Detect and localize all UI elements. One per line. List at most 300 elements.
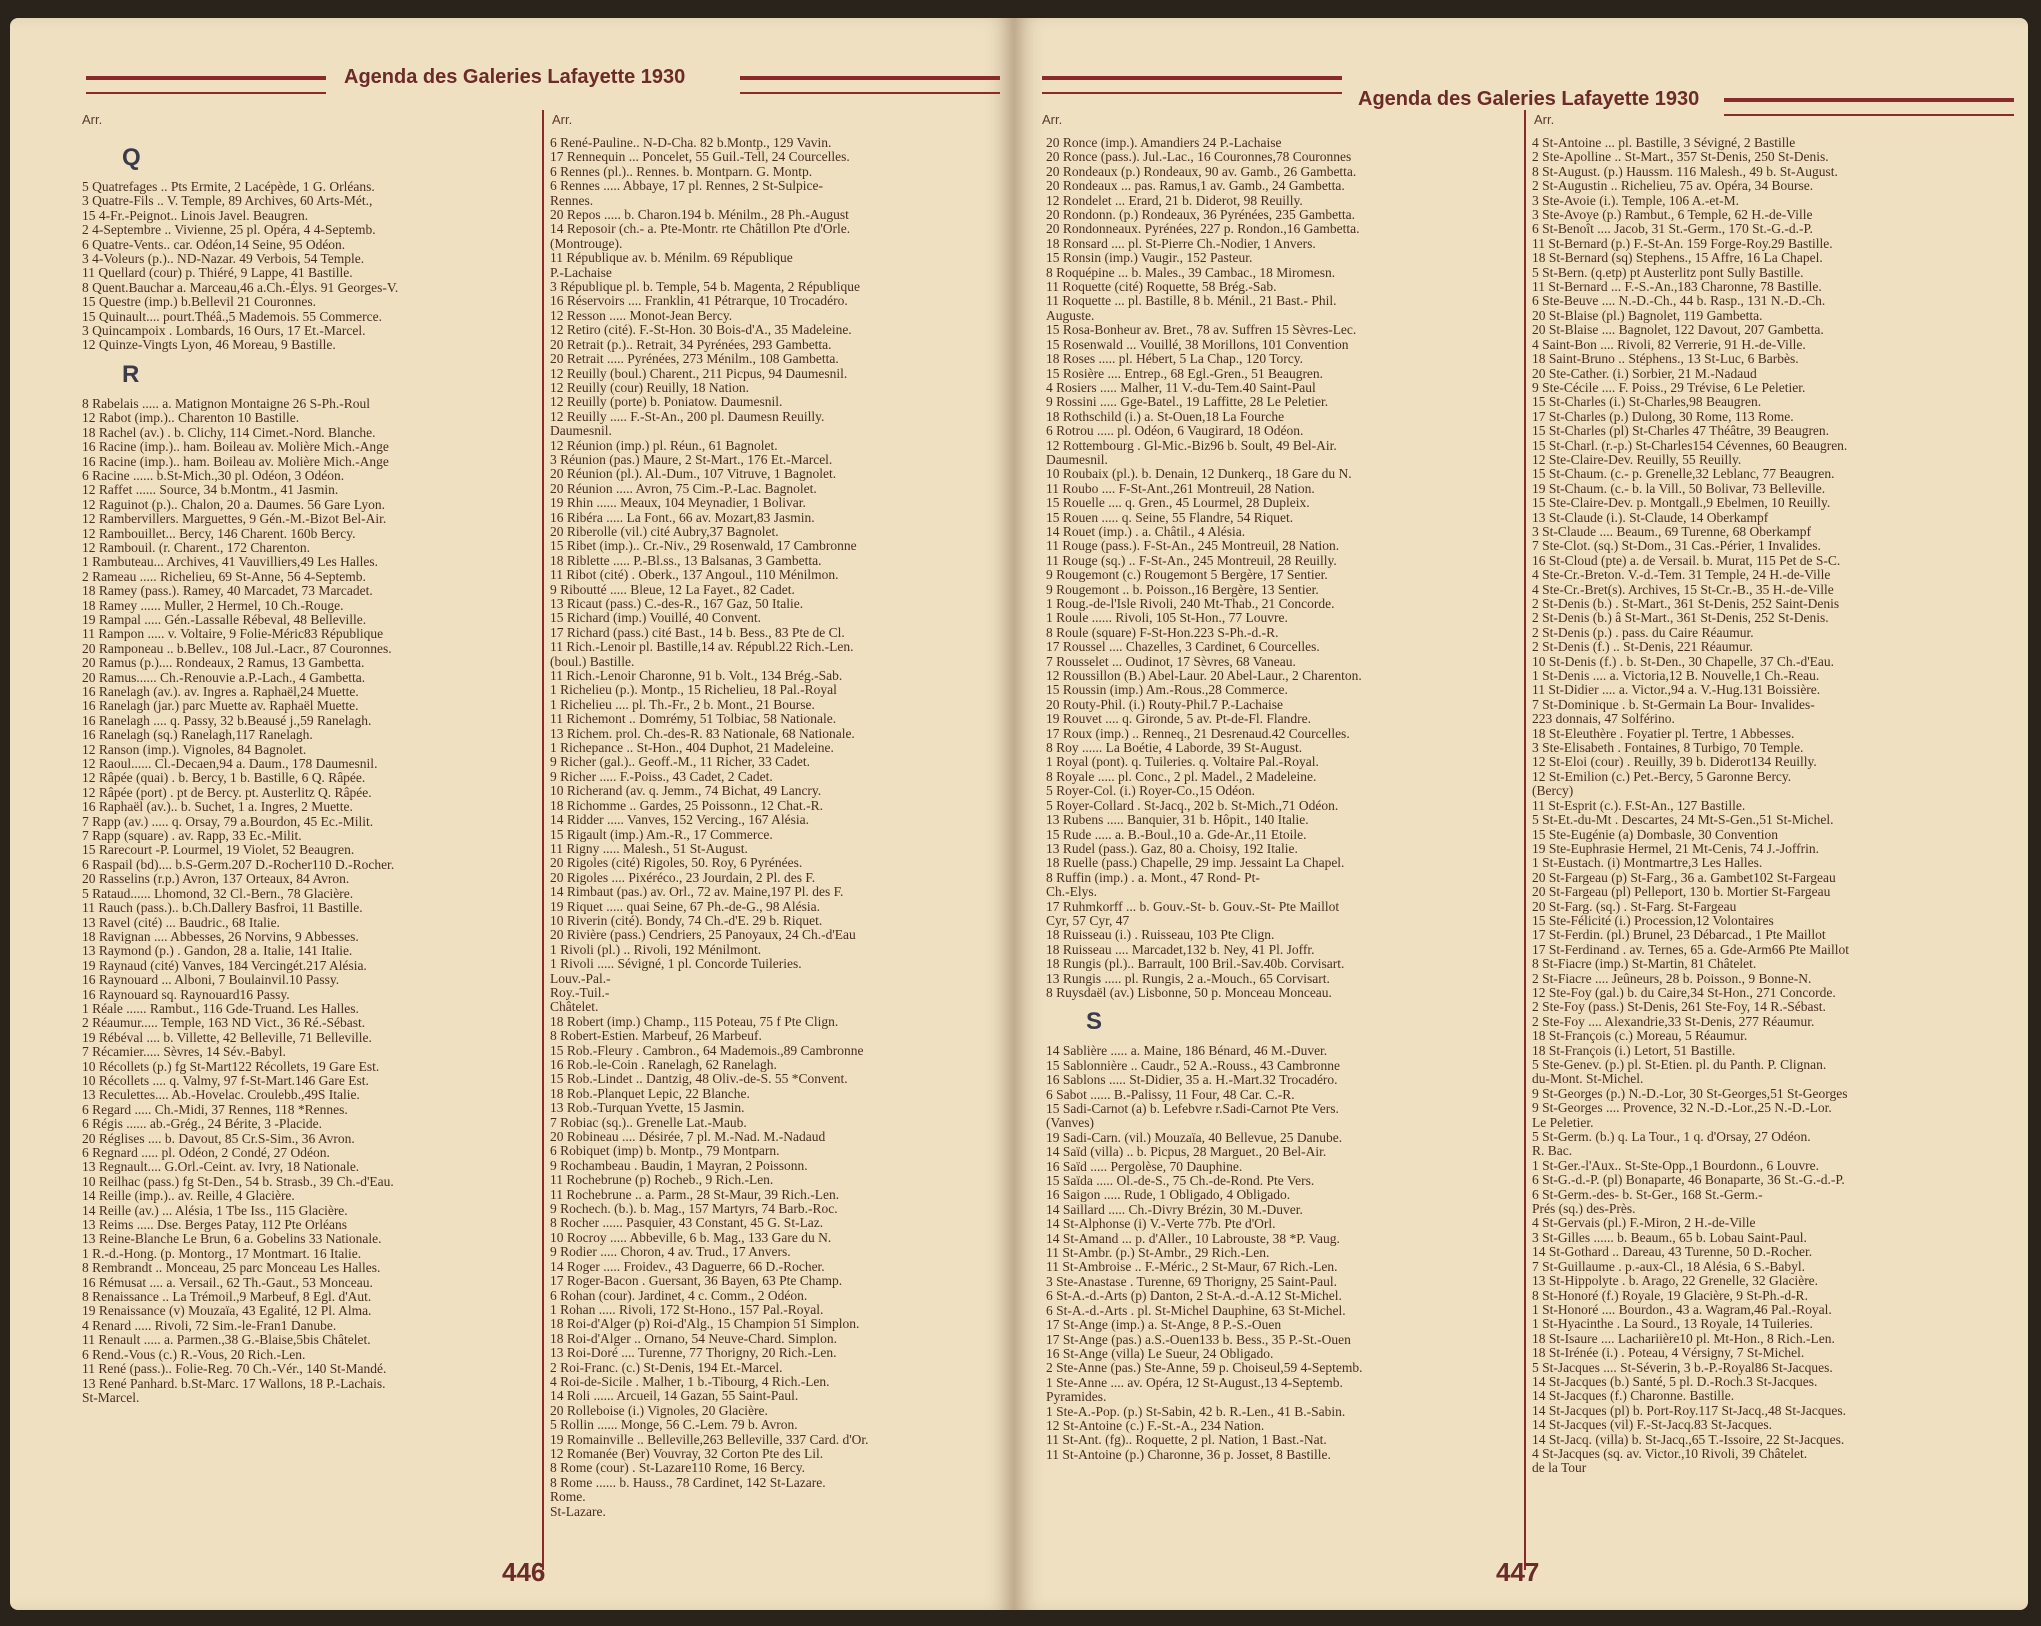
street-entry: 9 Richer ..... F.-Poiss., 43 Cadet, 2 Cadet.: [550, 769, 773, 784]
street-entry: 3 Ste-Elisabeth . Fontaines, 8 Turbigo, 70 Temple.: [1532, 741, 1804, 756]
directory-lines: [1532, 136, 2004, 1476]
column-3: [1038, 110, 1518, 1570]
street-entry: 15 Rouen ..... q. Seine, 55 Flandre, 54 Riquet.: [1046, 510, 1294, 525]
street-entry: 5 Rollin ...... Monge, 56 C.-Lem. 79 b. Avron.: [550, 1418, 798, 1433]
street-entry: 3 République pl. b. Temple, 54 b. Magenta, 2 République: [550, 280, 861, 295]
street-entry: 1 Royal (pont). q. Tuileries. q. Voltaire Pal.-Royal.: [1046, 755, 1319, 770]
street-entry: 18 Ramey ...... Muller, 2 Hermel, 10 Ch.-Rouge.: [82, 598, 344, 613]
street-entry: 10 Reilhac (pass.) fg St-Den., 54 b. Strasb., 39 Ch.-d'Eau.: [82, 1174, 394, 1189]
street-entry: 6 Regard ..... Ch.-Midi, 37 Rennes, 118 *Rennes.: [82, 1102, 348, 1117]
street-entry: 18 St-Isaure .... Lachariière10 pl. Mt-Hon., 8 Rich.-Len.: [1532, 1331, 1835, 1346]
street-entry: 17 St-Ferdinand . av. Ternes, 65 a. Gde-Arm66 Pte Maillot: [1532, 942, 1849, 957]
street-entry: 3 Réunion (pas.) Maure, 2 St-Mart., 176 Et.-Marcel.: [550, 452, 833, 467]
street-entry: 7 Ste-Clot. (sq.) St-Dom., 31 Cas.-Périer, 1 Invalides.: [1532, 539, 1821, 554]
street-entry: 16 Racine (imp.).. ham. Boileau av. Molière Mich.-Ange: [82, 454, 389, 469]
street-entry: 15 St-Charles (pl) St-Charles 47 Théâtre, 39 Beaugren.: [1532, 424, 1830, 439]
street-entry: 11 St-Didier .... a. Victor.,94 a. V.-Hug.131 Boissière.: [1532, 683, 1821, 698]
street-entry: 20 Ronce (imp.). Amandiers 24 P.-Lachaise: [1046, 136, 1282, 150]
street-entry: 8 Robert-Estien. Marbeuf, 26 Marbeuf.: [550, 1029, 762, 1044]
header-rule: [740, 76, 1000, 94]
street-entry: 20 St-Fargeau (pl) Pelleport, 130 b. Mortier St-Fargeau: [1532, 885, 1831, 900]
left-page: [10, 18, 1014, 1610]
street-entry: 19 Rhin ...... Meaux, 104 Meynadier, 1 Bolivar.: [550, 496, 806, 511]
street-entry: 18 Riblette ..... P.-Bl.ss., 13 Balsanas, 3 Gambetta.: [550, 553, 822, 568]
street-entry: 18 Rob.-Planquet Lepic, 22 Blanche.: [550, 1086, 750, 1101]
street-entry: 15 Rarecourt -P. Lourmel, 19 Violet, 52 Beaugren.: [82, 843, 355, 858]
street-entry: St-Marcel.: [82, 1390, 140, 1405]
street-entry: 5 St-Et.-du-Mt . Descartes, 24 Mt-S-Gen.,51 St-Michel.: [1532, 813, 1834, 828]
street-entry: 5 St-Jacques .... St-Séverin, 3 b.-P.-Royal86 St-Jacques.: [1532, 1360, 1833, 1375]
street-entry: 6 St-Germ.-des- b. St-Ger., 168 St.-Germ.-: [1532, 1187, 1763, 1202]
street-entry: 5 St-Bern. (q.etp) pt Austerlitz pont Sully Bastille.: [1532, 265, 1804, 280]
street-entry: 20 Réglises .... b. Davout, 85 Cr.S-Sim., 36 Avron.: [82, 1131, 355, 1146]
street-entry: Rennes.: [550, 193, 594, 208]
street-entry: 8 Rocher ...... Pasquier, 43 Constant, 45 G. St-Laz.: [550, 1216, 824, 1231]
street-entry: 12 Rambouil. (r. Charent., 172 Charenton.: [82, 540, 310, 555]
street-entry: 3 Ste-Avoie (i.). Temple, 106 A.-et-M.: [1532, 193, 1740, 208]
street-entry: 15 Rob.-Lindet .. Dantzig, 48 Oliv.-de-S. 55 *Convent.: [550, 1072, 848, 1087]
street-entry: 13 Ricaut (pass.) C.-des-R., 167 Gaz, 50 Italie.: [550, 597, 804, 611]
street-entry: 3 St-Claude .... Beaum., 69 Turenne, 68 Oberkampf: [1532, 524, 1811, 539]
street-entry: 20 Ramponeau .. b.Bellev., 108 Jul.-Lacr., 87 Couronnes.: [82, 641, 392, 656]
street-entry: 19 Sadi-Carn. (vil.) Mouzaïa, 40 Bellevue, 25 Danube.: [1046, 1130, 1343, 1145]
street-entry: 20 Robineau .... Désirée, 7 pl. M.-Nad. M.-Nadaud: [550, 1130, 826, 1145]
street-entry: 18 Rachel (av.) . b. Clichy, 114 Cimet.-Nord. Blanche.: [82, 425, 376, 440]
street-entry: 18 Ruisseau .... Marcadet,132 b. Ney, 41 Pl. Joffr.: [1046, 942, 1315, 957]
street-entry: 16 Saigon ..... Rude, 1 Obligado, 4 Obligado.: [1046, 1188, 1291, 1203]
street-entry: 223 donnais, 47 Solférino.: [1532, 712, 1675, 727]
street-entry: Daumesnil.: [1046, 452, 1108, 467]
section-letter: Q: [122, 144, 141, 171]
street-entry: Roy.-Tuil.-: [550, 985, 610, 1000]
street-entry: St-Lazare.: [550, 1504, 606, 1519]
street-entry: 17 Roux (imp.) .. Renneq., 21 Desrenaud.42 Courcelles.: [1046, 726, 1350, 741]
street-entry: 2 St-Denis (p.) . pass. du Caire Réaumur.: [1532, 625, 1754, 640]
street-entry: 15 Rude ..... a. B.-Boul.,10 a. Gde-Ar.,11 Etoile.: [1046, 827, 1307, 842]
street-entry: 5 St-Germ. (b.) q. La Tour., 1 q. d'Orsay, 27 Odéon.: [1532, 1130, 1811, 1145]
street-entry: 4 St-Gervais (pl.) F.-Miron, 2 H.-de-Ville: [1532, 1216, 1756, 1231]
street-entry: 19 Rampal ..... Gén.-Lassalle Rébeval, 48 Belleville.: [82, 612, 367, 627]
street-entry: 13 Reculettes.... Ab.-Hovelac. Croulebb.,49S Italie.: [82, 1088, 360, 1103]
street-entry: 1 St-Eustach. (i) Montmartre,3 Les Halles.: [1532, 856, 1763, 871]
street-entry: 14 Reille (imp.).. av. Reille, 4 Glacière.: [82, 1189, 295, 1204]
street-entry: 11 Roquette (cité) Roquette, 58 Brég.-Sab.: [1046, 280, 1277, 295]
street-entry: 20 Rigoles (cité) Rigoles, 50. Roy, 6 Pyrénées.: [550, 856, 803, 871]
street-entry: 19 Ste-Euphrasie Hermel, 21 Mt-Cenis, 74 J.-Joffrin.: [1532, 841, 1819, 856]
street-entry: 12 Resson ..... Monot-Jean Bercy.: [550, 308, 733, 323]
street-entry: 20 Rondeaux ... pas. Ramus,1 av. Gamb., 24 Gambetta.: [1046, 179, 1345, 194]
street-entry: 12 Réunion (imp.) pl. Réun., 61 Bagnolet.: [550, 438, 778, 453]
column-label: Arr.: [552, 112, 573, 127]
street-entry: 11 Rochebrune .. a. Parm., 28 St-Maur, 39 Rich.-Len.: [550, 1187, 840, 1202]
street-entry: 20 Rolleboise (i.) Vignoles, 20 Glacière.: [550, 1403, 768, 1418]
page-number-right: 447: [1496, 1557, 1540, 1587]
street-entry: 9 Rougemont .. b. Poisson.,16 Bergère, 13 Sentier.: [1046, 582, 1319, 597]
street-entry: Cyr, 57 Cyr, 47: [1046, 913, 1130, 928]
street-entry: 18 Ravignan .... Abbesses, 26 Norvins, 9 Abbesses.: [82, 929, 359, 944]
column-4: [1524, 110, 2008, 1570]
street-entry: 11 St-Antoine (p.) Charonne, 36 p. Josset, 8 Bastille.: [1046, 1447, 1331, 1462]
street-entry: 3 Quincampoix . Lombards, 16 Ours, 17 Et.-Marcel.: [82, 324, 366, 339]
street-entry: 15 Ribet (imp.).. Cr.-Niv., 29 Rosenwald, 17 Cambronne: [550, 539, 857, 554]
street-entry: 12 Roussillon (B.) Abel-Laur. 20 Abel-Laur., 2 Charenton.: [1046, 669, 1362, 684]
street-entry: du-Mont. St-Michel.: [1532, 1072, 1644, 1087]
street-entry: 16 Saïd ..... Pergolèse, 70 Dauphine.: [1046, 1159, 1243, 1174]
street-entry: 1 Richelieu .... pl. Th.-Fr., 2 b. Mont., 21 Bourse.: [550, 697, 815, 712]
street-entry: 11 St-Ant. (fg).. Roquette, 2 pl. Nation, 1 Bast.-Nat.: [1046, 1433, 1327, 1448]
street-entry: 13 Ravel (cité) ... Baudric., 68 Italie.: [82, 915, 280, 930]
street-entry: 11 Rigny ..... Malesh., 51 St-August.: [550, 841, 748, 856]
street-entry: 2 St-Augustin .. Richelieu, 75 av. Opéra, 34 Bourse.: [1532, 179, 1814, 194]
street-entry: 1 Ste-A.-Pop. (p.) St-Sabin, 42 b. R.-Len., 41 B.-Sabin.: [1046, 1404, 1346, 1419]
street-entry: 11 Rich.-Lenoir Charonne, 91 b. Volt., 134 Brég.-Sab.: [550, 669, 843, 684]
street-entry: 12 Ste-Claire-Dev. Reuilly, 55 Reuilly.: [1532, 452, 1742, 467]
street-entry: 13 St-Claude (i.). St-Claude, 14 Oberkampf: [1532, 510, 1769, 525]
street-entry: 17 St-Ange (imp.) a. St-Ange, 8 P.-S.-Ouen: [1046, 1318, 1282, 1333]
street-entry: 12 Rambervillers. Marguettes, 9 Gén.-M.-Bizot Bel-Air.: [82, 512, 387, 527]
street-entry: 1 Rambuteau... Archives, 41 Vauvilliers,49 Les Halles.: [82, 555, 378, 570]
street-entry: 18 St-Bernard (sq) Stephens., 15 Affre, 16 La Chapel.: [1532, 251, 1823, 266]
street-entry: 8 St-Fiacre (imp.) St-Martin, 81 Châtelet.: [1532, 957, 1757, 972]
street-entry: 9 Riboutté ..... Bleue, 12 La Fayet., 82 Cadet.: [550, 582, 795, 597]
street-entry: 12 Reuilly (boul.) Charent., 211 Picpus, 94 Daumesnil.: [550, 366, 848, 381]
street-entry: Prés (sq.) des-Près.: [1532, 1202, 1636, 1217]
street-entry: 12 Rondelet ... Erard, 21 b. Diderot, 98 Reuilly.: [1046, 193, 1303, 208]
street-entry: 18 Roi-d'Alger (p) Roi-d'Alg., 15 Champion 51 Simplon.: [550, 1317, 860, 1332]
street-entry: 12 Râpée (quai) . b. Bercy, 1 b. Bastille, 6 Q. Râpée.: [82, 771, 366, 786]
street-entry: 1 Rohan ..... Rivoli, 172 St-Hono., 157 Pal.-Royal.: [550, 1302, 824, 1317]
street-entry: 2 St-Denis (f.) .. St-Denis, 221 Réaumur.: [1532, 640, 1753, 655]
street-entry: 8 Quent.Bauchar a. Marceau,46 a.Ch.-Élys. 91 Georges-V.: [82, 280, 399, 295]
street-entry: 1 St-Ger.-l'Aux.. St-Ste-Opp.,1 Bourdonn., 6 Louvre.: [1532, 1158, 1820, 1173]
street-entry: 15 St-Charl. (r.-p.) St-Charles154 Cévennes, 60 Beaugren.: [1532, 438, 1848, 453]
street-entry: 18 St-Eleuthère . Foyatier pl. Tertre, 1 Abbesses.: [1532, 726, 1795, 741]
street-entry: 15 Roussin (imp.) Am.-Rous.,28 Commerce.: [1046, 683, 1288, 698]
street-entry: 4 Roi-de-Sicile . Malher, 1 b.-Tibourg, 4 Rich.-Len.: [550, 1374, 830, 1389]
street-entry: 13 Regnault.... G.Orl.-Ceint. av. Ivry, 18 Nationale.: [82, 1160, 360, 1175]
street-entry: 16 Rob.-le-Coin . Ranelagh, 62 Ranelagh.: [550, 1058, 777, 1072]
street-entry: 18 Roses ..... pl. Hébert, 5 La Chap., 120 Torcy.: [1046, 352, 1304, 367]
street-entry: 13 St-Hippolyte . b. Arago, 22 Grenelle, 32 Glacière.: [1532, 1274, 1819, 1289]
street-entry: 8 Roquépine ... b. Males., 39 Cambac., 18 Miromesn.: [1046, 265, 1336, 280]
street-entry: 3 4-Voleurs (p.).. ND-Nazar. 49 Verbois, 54 Temple.: [82, 252, 365, 267]
street-entry: 8 St-August. (p.) Haussm. 116 Malesh., 49 b. St-August.: [1532, 164, 1838, 179]
street-entry: 11 Rouge (pass.). F-St-An., 245 Montreuil, 28 Nation.: [1046, 539, 1340, 554]
column-2: [542, 110, 996, 1570]
street-entry: 16 Ranelagh (jar.) parc Muette av. Raphaël Muette.: [82, 699, 359, 714]
street-entry: 20 Réunion (pl.). Al.-Dum., 107 Vitruve, 1 Bagnolet.: [550, 467, 837, 482]
street-entry: 1 Roule ...... Rivoli, 105 St-Hon., 77 Louvre.: [1046, 611, 1288, 626]
street-entry: 15 Ronsin (imp.) Vaugir., 152 Pasteur.: [1046, 251, 1253, 266]
street-entry: 20 Rondonn. (p.) Rondeaux, 36 Pyrénées, 235 Gambetta.: [1046, 208, 1355, 223]
street-entry: 15 4-Fr.-Peignot.. Linois Javel. Beaugren.: [82, 208, 309, 223]
street-entry: 12 Romanée (Ber) Vouvray, 32 Corton Pte des Lil.: [550, 1446, 824, 1461]
street-entry: 1 St-Hyacinthe . La Sourd., 13 Royale, 14 Tuileries.: [1532, 1317, 1813, 1332]
street-entry: 12 Reuilly ..... F.-St-An., 200 pl. Daumesn Reuilly.: [550, 409, 825, 424]
street-entry: 7 Rousselet ... Oudinot, 17 Sèvres, 68 Vaneau.: [1046, 654, 1296, 669]
agenda-spread: [10, 18, 2028, 1610]
street-entry: 2 Roi-Franc. (c.) St-Denis, 194 Et.-Marcel.: [550, 1360, 783, 1375]
street-entry: 2 St-Denis (b.) â St-Mart., 361 St-Denis, 252 St-Denis.: [1532, 611, 1829, 626]
street-entry: 9 Rougemont (c.) Rougemont 5 Bergère, 17 Sentier.: [1046, 568, 1328, 583]
street-entry: 11 St-Bernard (p.) F.-St-An. 159 Forge-Roy.29 Bastille.: [1532, 236, 1833, 251]
street-entry: 20 St-Farg. (sq.) . St-Farg. St-Fargeau: [1532, 899, 1737, 914]
street-entry: 11 République av. b. Ménilm. 69 République: [550, 251, 793, 266]
street-entry: 7 Rapp (av.) ..... q. Orsay, 79 a.Bourdon, 45 Ec.-Milit.: [82, 814, 374, 829]
street-entry: 12 Raguinot (p.).. Chalon, 20 a. Daumes. 56 Gare Lyon.: [82, 497, 385, 512]
street-entry: 16 Ranelagh (av.). av. Ingres a. Raphaël,24 Muette.: [82, 685, 359, 699]
street-entry: 6 Raspail (bd).... b.S-Germ.207 D.-Rocher110 D.-Rocher.: [82, 857, 395, 872]
street-entry: 1 Rivoli ..... Sévigné, 1 pl. Concorde Tuileries.: [550, 957, 802, 972]
street-entry: 18 Robert (imp.) Champ., 115 Poteau, 75 f Pte Clign.: [550, 1014, 839, 1029]
street-entry: 6 St-G.-d.-P. (pl) Bonaparte, 46 Bonaparte, 36 St.-G.-d.-P.: [1532, 1173, 1845, 1188]
street-entry: 7 St-Dominique . b. St-Germain La Bour- Invalides-: [1532, 697, 1815, 712]
street-entry: 12 St-Emilion (c.) Pet.-Bercy, 5 Garonne Bercy.: [1532, 769, 1792, 784]
street-entry: 7 St-Guillaume . p.-aux-Cl., 18 Alésia, 6 S.-Babyl.: [1532, 1259, 1805, 1274]
street-entry: 8 Royale ..... pl. Conc., 2 pl. Madel., 2 Madeleine.: [1046, 769, 1317, 784]
street-entry: 15 Ste-Claire-Dev. p. Montgall.,9 Ebelmen, 10 Reuilly.: [1532, 496, 1831, 511]
street-entry: 2 Ste-Foy .... Alexandrie,33 St-Denis, 277 Réaumur.: [1532, 1014, 1815, 1029]
street-entry: 8 Rome (cour) . St-Lazare110 Rome, 16 Bercy.: [550, 1461, 806, 1476]
street-entry: 13 Rubens ..... Banquier, 31 b. Hôpit., 140 Italie.: [1046, 813, 1309, 828]
column-label: Arr.: [1042, 112, 1063, 127]
street-entry: (Bercy): [1532, 784, 1574, 799]
right-header: [1034, 66, 2014, 110]
street-entry: 6 Rennes ..... Abbaye, 17 pl. Rennes, 2 St-Sulpice-: [550, 179, 823, 194]
street-entry: 14 St-Amand ... p. d'Aller., 10 Labrouste, 38 *P. Vaug.: [1046, 1231, 1340, 1246]
street-entry: 11 St-Ambr. (p.) St-Ambr., 29 Rich.-Len.: [1046, 1246, 1270, 1261]
street-entry: 20 Rondonneaux. Pyrénées, 227 p. Rondon.,16 Gambetta.: [1046, 222, 1360, 237]
street-entry: 7 Rapp (square) . av. Rapp, 33 Ec.-Milit.: [82, 829, 302, 844]
street-entry: 12 Quinze-Vingts Lyon, 46 Moreau, 9 Bastille.: [82, 338, 336, 353]
column-divider: [542, 110, 544, 1570]
street-entry: 17 Richard (pass.) cité Bast., 14 b. Bess., 83 Pte de Cl.: [550, 625, 845, 640]
street-entry: 1 Roug.-de-l'Isle Rivoli, 240 Mt-Thab., 21 Concorde.: [1046, 597, 1335, 611]
street-entry: 6 Quatre-Vents.. car. Odéon,14 Seine, 95 Odéon.: [82, 237, 346, 252]
street-entry: 18 Rothschild (i.) a. St-Ouen,18 La Fourche: [1046, 409, 1285, 424]
street-entry: 11 René (pass.).. Folie-Reg. 70 Ch.-Vér., 140 St-Mandé.: [82, 1362, 387, 1377]
street-entry: 8 Renaissance .. La Trémoil.,9 Marbeuf, 8 Egl. d'Aut.: [82, 1290, 372, 1305]
street-entry: 19 St-Chaum. (c.- b. la Vill., 50 Bolivar, 73 Belleville.: [1532, 481, 1826, 496]
street-entry: 9 Ste-Cécile .... F. Poiss., 29 Trévise, 6 Le Peletier.: [1532, 380, 1806, 395]
street-entry: 20 Repos ..... b. Charon.194 b. Ménilm., 28 Ph.-August: [550, 208, 849, 223]
street-entry: 20 Rivière (pass.) Cendriers, 25 Panoyaux, 24 Ch.-d'Eau: [550, 928, 856, 943]
street-entry: 15 Rosière .... Entrep., 68 Egl.-Gren., 51 Beaugren.: [1046, 366, 1324, 381]
street-entry: Louv.-Pal.-: [550, 971, 611, 986]
street-entry: 15 Saïda ..... Ol.-de-S., 75 Ch.-de-Rond. Pte Vers.: [1046, 1174, 1315, 1189]
street-entry: 4 St-Jacques (sq. av. Victor.,10 Rivoli, 39 Châtelet.: [1532, 1446, 1808, 1461]
directory-lines: [82, 136, 530, 1405]
street-entry: 15 Richard (imp.) Vouillé, 40 Convent.: [550, 611, 761, 626]
street-entry: 16 Racine (imp.).. ham. Boileau av. Molière Mich.-Ange: [82, 440, 389, 455]
street-entry: 11 Roquette ... pl. Bastille, 8 b. Ménil., 21 Bast.- Phil.: [1046, 294, 1337, 309]
street-entry: 7 Récamier..... Sèvres, 14 Sév.-Babyl.: [82, 1045, 286, 1060]
header-rule: [86, 76, 326, 94]
street-entry: 6 Regnard ..... pl. Odéon, 2 Condé, 27 Odéon.: [82, 1146, 330, 1160]
street-entry: 3 Ste-Avoye (p.) Rambut., 6 Temple, 62 H.-de-Ville: [1532, 208, 1813, 223]
street-entry: 2 St-Fiacre .... Jeûneurs, 28 b. Poisson., 9 Bonne-N.: [1532, 971, 1812, 986]
street-entry: 19 Renaissance (v) Mouzaïa, 43 Egalité, 12 Pl. Alma.: [82, 1304, 372, 1319]
street-entry: 10 Rocroy ..... Abbeville, 6 b. Mag., 133 Gare du N.: [550, 1230, 832, 1245]
column-1: [74, 110, 534, 1570]
street-entry: Ch.-Elys.: [1046, 885, 1098, 900]
street-entry: 14 St-Jacques (pl) b. Port-Roy.117 St-Jacq.,48 St-Jacques.: [1532, 1403, 1846, 1418]
street-entry: 19 Rébéval .... b. Villette, 42 Belleville, 71 Belleville.: [82, 1030, 372, 1045]
street-entry: 12 Raoul...... Cl.-Decaen,94 a. Daum., 178 Daumesnil.: [82, 757, 378, 772]
column-label: Arr.: [82, 112, 103, 127]
street-entry: 3 Quatre-Fils .. V. Temple, 89 Archives, 60 Arts-Mét.,: [82, 194, 373, 209]
street-entry: (Vanves): [1046, 1116, 1094, 1131]
street-entry: 12 Reuilly (porte) b. Poniatow. Daumesnil.: [550, 395, 783, 410]
street-entry: 18 St-François (c.) Moreau, 5 Réaumur.: [1532, 1029, 1748, 1044]
street-entry: 18 Rungis (pl.).. Barrault, 100 Bril.-Sav.40b. Corvisart.: [1046, 957, 1345, 972]
street-entry: 16 Sablons ..... St-Didier, 35 a. H.-Mart.32 Trocadéro.: [1046, 1073, 1338, 1088]
page-title: Agenda des Galeries Lafayette 1930: [1358, 88, 1700, 110]
street-entry: 18 Ruisseau (i.) . Ruisseau, 103 Pte Clign.: [1046, 928, 1275, 943]
street-entry: 13 Richem. prol. Ch.-des-R. 83 Nationale, 68 Nationale.: [550, 726, 855, 741]
street-entry: 16 Ribéra ..... La Font., 66 av. Mozart,83 Jasmin.: [550, 510, 815, 525]
street-entry: 20 Rondeaux (p.) Rondeaux, 90 av. Gamb., 26 Gambetta.: [1046, 164, 1357, 179]
street-entry: 2 Ste-Foy (pass.) St-Denis, 261 Ste-Foy, 14 R.-Sébast.: [1532, 1000, 1826, 1015]
street-entry: 10 St-Denis (f.) . b. St-Den., 30 Chapelle, 37 Ch.-d'Eau.: [1532, 654, 1835, 669]
street-entry: 11 Renault ..... a. Parmen.,38 G.-Blaise,5bis Châtelet.: [82, 1333, 371, 1348]
street-entry: 12 Retiro (cité). F.-St-Hon. 30 Bois-d'A., 35 Madeleine.: [550, 323, 852, 338]
street-entry: 14 Reposoir (ch.- a. Pte-Montr. rte Châtillon Pte d'Orle.: [550, 222, 851, 237]
street-entry: 20 Routy-Phil. (i.) Routy-Phil.7 P.-Lachaise: [1046, 697, 1283, 712]
street-entry: 4 Ste-Cr.-Bret(s). Archives, 15 St-Cr.-B., 35 H.-de-Ville: [1532, 582, 1834, 597]
page-number-left: 446: [502, 1557, 546, 1587]
street-entry: 15 Rigault (imp.) Am.-R., 17 Commerce.: [550, 827, 773, 842]
street-entry: 18 Ramey (pass.). Ramey, 40 Marcadet, 73 Marcadet.: [82, 584, 373, 599]
street-entry: 16 Rémusat .... a. Versail., 62 Th.-Gaut., 53 Monceau.: [82, 1275, 373, 1290]
street-entry: 1 St-Denis .... a. Victoria,12 B. Nouvelle,1 Ch.-Reau.: [1532, 669, 1820, 684]
section-letter: S: [1086, 1008, 1103, 1036]
street-entry: 14 St-Jacques (f.) Charonne. Bastille.: [1532, 1389, 1735, 1404]
street-entry: 2 Ste-Apolline .. St-Mart., 357 St-Denis, 250 St-Denis.: [1532, 150, 1829, 165]
street-entry: 19 Raynaud (cité) Vanves, 184 Vercingét.217 Alésia.: [82, 958, 367, 973]
street-entry: 11 Roubo .... F-St-Ant.,261 Montreuil, 28 Nation.: [1046, 481, 1315, 496]
street-entry: 20 St-Blaise .... Bagnolet, 122 Davout, 207 Gambetta.: [1532, 323, 1824, 338]
street-entry: 16 Ranelagh .... q. Passy, 32 b.Beausé j.,59 Ranelagh.: [82, 713, 372, 728]
left-header: [50, 66, 1010, 106]
street-entry: 12 Râpée (port) . pt de Bercy. pt. Austerlitz Q. Râpée.: [82, 785, 372, 800]
street-entry: 11 St-Esprit (c.). F.St-An., 127 Bastille.: [1532, 798, 1746, 813]
street-entry: 9 Rochambeau . Baudin, 1 Mayran, 2 Poissonn.: [550, 1158, 808, 1173]
street-entry: 12 Raffet ...... Source, 34 b.Montm., 41 Jasmin.: [82, 483, 339, 498]
street-entry: 13 Rungis ..... pl. Rungis, 2 a.-Mouch., 65 Corvisart.: [1046, 971, 1330, 986]
street-entry: (boul.) Bastille.: [550, 654, 635, 669]
street-entry: 11 Rich.-Lenoir pl. Bastille,14 av. Républ.22 Rich.-Len.: [550, 640, 854, 655]
street-entry: 9 Rodier ..... Choron, 4 av. Trud., 17 Anvers.: [550, 1245, 791, 1260]
street-entry: 3 Ste-Anastase . Turenne, 69 Thorigny, 25 Saint-Paul.: [1046, 1274, 1337, 1289]
street-entry: 12 Rambouillet... Bercy, 146 Charent. 160b Bercy.: [82, 526, 356, 541]
street-entry: 6 Sabot ...... B.-Palissy, 11 Four, 48 Car. C.-R.: [1046, 1087, 1295, 1102]
street-entry: 20 Rigoles .... Pixéréco., 23 Jourdain, 2 Pl. des F.: [550, 870, 816, 885]
directory-lines: [1046, 136, 1514, 1462]
street-entry: 18 St-François (i.) Letort, 51 Bastille.: [1532, 1043, 1736, 1058]
street-entry: 8 Roy ...... La Boétie, 4 Laborde, 39 St-August.: [1046, 741, 1303, 756]
street-entry: 14 Roli ...... Arcueil, 14 Gazan, 55 Saint-Paul.: [550, 1389, 799, 1404]
street-entry: 6 Rend.-Vous (c.) R.-Vous, 20 Rich.-Len.: [82, 1347, 306, 1362]
street-entry: 13 Rob.-Turquan Yvette, 15 Jasmin.: [550, 1101, 745, 1116]
column-divider: [1524, 110, 1526, 1570]
street-entry: 11 Rampon ..... v. Voltaire, 9 Folie-Méric83 République: [82, 627, 384, 642]
street-entry: 4 Rosiers ..... Malher, 11 V.-du-Tem.40 Saint-Paul: [1046, 380, 1316, 395]
street-entry: 14 St-Jacq. (villa) b. St-Jacq.,65 T.-Issoire, 22 St-Jacques.: [1532, 1432, 1845, 1447]
street-entry: 14 Sablière ..... a. Maine, 186 Bénard, 46 M.-Duver.: [1046, 1044, 1328, 1059]
street-entry: Châtelet.: [550, 1000, 599, 1015]
street-entry: 16 Raynouard sq. Raynouard16 Passy.: [82, 987, 290, 1002]
street-entry: 15 Sablonnière .. Caudr., 52 A.-Rouss., 43 Cambronne: [1046, 1058, 1340, 1073]
street-entry: 15 Ste-Eugénie (a) Dombasle, 30 Convention: [1532, 827, 1778, 842]
street-entry: 15 Questre (imp.) b.Bellevil 21 Couronnes.: [82, 295, 316, 310]
street-entry: 14 Roger ..... Froidev., 43 Daguerre, 66 D.-Rocher.: [550, 1259, 825, 1274]
street-entry: 6 Racine ...... b.St-Mich.,30 pl. Odéon, 3 Odéon.: [82, 468, 345, 483]
street-entry: 12 Rottembourg . Gl-Mic.-Biz96 b. Soult, 49 Bel-Air.: [1046, 438, 1337, 453]
street-entry: 20 Retrait (p.).. Retrait, 34 Pyrénées, 293 Gambetta.: [550, 337, 832, 352]
street-entry: 14 Rimbaut (pas.) av. Orl., 72 av. Maine,197 Pl. des F.: [550, 885, 844, 900]
street-entry: 19 Romainville .. Belleville,263 Belleville, 337 Card. d'Or.: [550, 1432, 869, 1447]
street-entry: 14 St-Jacques (b.) Santé, 5 pl. D.-Roch.3 St-Jacques.: [1532, 1374, 1818, 1389]
street-entry: 19 Riquet ..... quai Seine, 67 Ph.-de-G., 98 Alésia.: [550, 899, 820, 914]
street-entry: 12 Rabot (imp.).. Charenton 10 Bastille.: [82, 411, 300, 426]
street-entry: 17 Ruhmkorff ... b. Gouv.-St- b. Gouv.-St- Pte Maillot: [1046, 899, 1340, 914]
street-entry: 1 St-Honoré .... Bourdon., 43 a. Wagram,46 Pal.-Royal.: [1532, 1302, 1832, 1317]
street-entry: 14 Saïd (villa) .. b. Picpus, 28 Marguet., 20 Bel-Air.: [1046, 1145, 1327, 1160]
street-entry: 15 Rob.-Fleury . Cambron., 64 Mademois.,89 Cambronne: [550, 1043, 864, 1058]
street-entry: 15 St-Chaum. (c.- p. Grenelle,32 Leblanc, 77 Beaugren.: [1532, 467, 1835, 482]
street-entry: 16 Ranelagh (sq.) Ranelagh,117 Ranelagh.: [82, 728, 313, 743]
street-entry: 8 Rome ...... b. Hauss., 78 Cardinet, 142 St-Lazare.: [550, 1475, 826, 1490]
street-entry: 16 Raynouard ... Alboni, 7 Boulainvil.10 Passy.: [82, 973, 340, 988]
street-entry: 14 Rouet (imp.) . a. Châtil., 4 Alésia.: [1046, 524, 1246, 539]
street-entry: 16 Raphaël (av.).. b. Suchet, 1 a. Ingres, 2 Muette.: [82, 800, 353, 815]
street-entry: 8 Roule (square) F-St-Hon.223 S-Ph.-d.-R.: [1046, 625, 1279, 640]
street-entry: 20 Retrait ..... Pyrénées, 273 Ménilm., 108 Gambetta.: [550, 352, 839, 367]
street-entry: 20 Ramus...... Ch.-Renouvie a.P.-Lach., 4 Gambetta.: [82, 670, 366, 685]
street-entry: 2 4-Septembre .. Vivienne, 25 pl. Opéra, 4 4-Septemb.: [82, 223, 376, 238]
street-entry: 1 Richepance .. St-Hon., 404 Duphot, 21 Madeleine.: [550, 741, 834, 756]
street-entry: 8 Rembrandt .. Monceau, 25 parc Monceau Les Halles.: [82, 1261, 381, 1276]
street-entry: 6 St-A.-d.-Arts . pl. St-Michel Dauphine, 63 St-Michel.: [1046, 1303, 1346, 1318]
street-entry: 13 Roi-Doré .... Turenne, 77 Thorigny, 20 Rich.-Len.: [550, 1346, 837, 1361]
street-entry: 8 Ruysdaël (av.) Lisbonne, 50 p. Monceau Monceau.: [1046, 985, 1332, 1000]
street-entry: 15 Quinault.... pourt.Théâ.,5 Mademois. 55 Commerce.: [82, 309, 382, 324]
street-entry: 12 Ranson (imp.). Vignoles, 84 Bagnolet.: [82, 742, 307, 757]
street-entry: 13 René Panhard. b.St-Marc. 17 Wallons, 18 P.-Lachais.: [82, 1376, 386, 1391]
street-entry: 17 St-Ferdin. (pl.) Brunel, 23 Débarcad., 1 Pte Maillot: [1532, 928, 1826, 943]
street-entry: 19 Rouvet .... q. Gironde, 5 av. Pt-de-Fl. Flandre.: [1046, 712, 1311, 727]
street-entry: 15 Rosa-Bonheur av. Bret., 78 av. Suffren 15 Sèvres-Lec.: [1046, 323, 1357, 338]
street-entry: 10 Riverin (cité). Bondy, 74 Ch.-d'E. 29 b. Riquet.: [550, 913, 823, 928]
right-columns: [1038, 110, 2008, 1570]
street-entry: 2 St-Denis (b.) . St-Mart., 361 St-Denis, 252 Saint-Denis: [1532, 597, 1840, 611]
street-entry: 5 Quatrefages .. Pts Ermite, 2 Lacépède, 1 G. Orléans.: [82, 180, 375, 194]
street-entry: 11 Rochebrune (p) Rocheb., 9 Rich.-Len.: [550, 1173, 774, 1188]
street-entry: 17 Roger-Bacon . Guersant, 36 Bayen, 63 Pte Champ.: [550, 1274, 843, 1289]
street-entry: 14 Reille (av.) ... Alésia, 1 Tbe Iss., 115 Glacière.: [82, 1203, 348, 1218]
street-entry: 9 St-Georges .... Provence, 32 N.-D.-Lor.,25 N.-D.-Lor.: [1532, 1101, 1832, 1116]
street-entry: 17 St-Charles (p.) Dulong, 30 Rome, 113 Rome.: [1532, 409, 1794, 424]
street-entry: 13 Rudel (pass.). Gaz, 80 a. Choisy, 192 Italie.: [1046, 841, 1298, 856]
street-entry: 1 Rivoli (pl.) .. Rivoli, 192 Ménilmont.: [550, 942, 762, 957]
street-entry: 11 Rauch (pass.).. b.Ch.Dallery Basfroi, 11 Bastille.: [82, 901, 363, 916]
right-page: [1014, 18, 2028, 1610]
street-entry: 14 Ridder ..... Vanves, 152 Vercing., 167 Alésia.: [550, 813, 809, 828]
street-entry: 12 Ste-Foy (gal.) b. du Caire,34 St-Hon., 271 Concorde.: [1532, 985, 1836, 1000]
street-entry: 11 St-Ambroise .. F.-Méric., 2 St-Maur, 67 Rich.-Len.: [1046, 1260, 1338, 1275]
street-entry: 10 Richerand (av. q. Jemm., 74 Bichat, 49 Lancry.: [550, 784, 822, 799]
